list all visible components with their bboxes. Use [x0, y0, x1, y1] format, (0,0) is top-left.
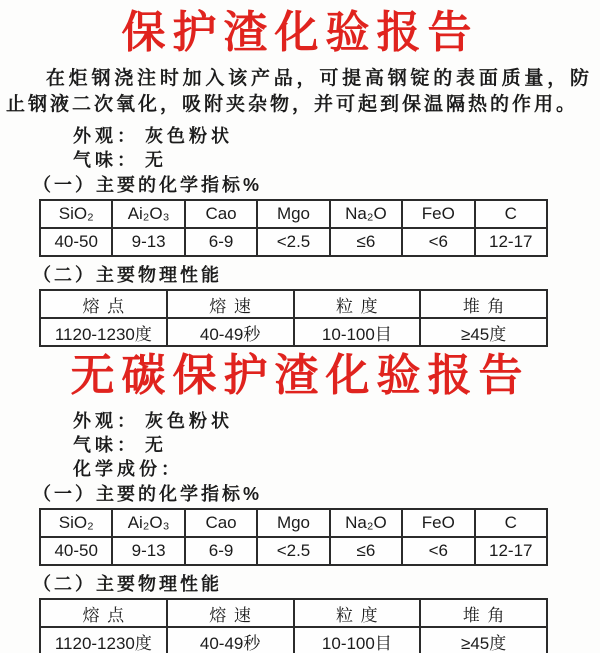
chem-value-cell: <6: [402, 537, 474, 565]
phys-header-cell: 熔速: [167, 599, 294, 627]
property-label: 外观：: [73, 411, 139, 431]
report-section-2: [0, 351, 600, 653]
intro-paragraph: 在炬钢浇注时加入该产品，可提高钢锭的表面质量，防止钢液二次氧化，吸附夹杂物，并可起到保温隔热的作用。: [6, 68, 592, 115]
physical-properties-heading: （二）主要物理性能: [33, 574, 222, 594]
chemical-indicators-table: [39, 508, 548, 566]
table-header-row: [40, 599, 547, 627]
chemical-composition-line: [73, 457, 600, 481]
chem-value-cell: 6-9: [185, 228, 257, 256]
property-label: 化学成份：: [73, 459, 183, 479]
chem-value-cell: 12-17: [475, 537, 547, 565]
property-value: 无: [145, 435, 167, 455]
table-value-row: [40, 537, 547, 565]
chem-header-cell: Cao: [185, 200, 257, 228]
phys-header-cell: 熔点: [40, 290, 167, 318]
chem-header-cell: FeO: [402, 509, 474, 537]
phys-value-cell: 10-100目: [294, 627, 421, 653]
report-section-1: [0, 8, 600, 347]
physical-properties-table: [39, 289, 548, 347]
chem-header-cell: FeO: [402, 200, 474, 228]
physical-properties-table: [39, 598, 548, 653]
phys-header-cell: 堆角: [420, 290, 547, 318]
chem-header-cell: Na₂O: [330, 509, 402, 537]
appearance-line: [73, 409, 600, 433]
phys-value-cell: 1120-1230度: [40, 627, 167, 653]
chemical-indicators-table: [39, 199, 548, 257]
phys-value-cell: ≥45度: [420, 627, 547, 653]
chem-value-cell: 9-13: [112, 228, 184, 256]
physical-properties-heading: （二）主要物理性能: [33, 265, 222, 285]
phys-header-cell: 熔速: [167, 290, 294, 318]
chem-value-cell: ≤6: [330, 537, 402, 565]
phys-value-cell: 1120-1230度: [40, 318, 167, 346]
chem-value-cell: <6: [402, 228, 474, 256]
chemical-indicators-heading: （一）主要的化学指标%: [33, 175, 263, 195]
property-value: 灰色粉状: [145, 411, 233, 431]
chem-header-cell: Ai₂O₃: [112, 200, 184, 228]
chem-header-cell: SiO₂: [40, 200, 112, 228]
table-header-row: [40, 200, 547, 228]
chem-header-cell: Cao: [185, 509, 257, 537]
chem-header-cell: C: [475, 200, 547, 228]
chem-value-cell: ≤6: [330, 228, 402, 256]
appearance-line: [73, 124, 600, 148]
chem-value-cell: 40-50: [40, 537, 112, 565]
chemical-indicators-heading: （一）主要的化学指标%: [33, 484, 263, 504]
chem-value-cell: 12-17: [475, 228, 547, 256]
phys-header-cell: 粒度: [294, 290, 421, 318]
phys-value-cell: ≥45度: [420, 318, 547, 346]
property-label: 气味：: [73, 435, 139, 455]
phys-value-cell: 40-49秒: [167, 627, 294, 653]
chem-header-cell: C: [475, 509, 547, 537]
chem-value-cell: <2.5: [257, 537, 329, 565]
phys-value-cell: 10-100目: [294, 318, 421, 346]
phys-header-cell: 粒度: [294, 599, 421, 627]
table-header-row: [40, 290, 547, 318]
chem-header-cell: Ai₂O₃: [112, 509, 184, 537]
chem-value-cell: 40-50: [40, 228, 112, 256]
chem-header-cell: SiO₂: [40, 509, 112, 537]
phys-header-cell: 熔点: [40, 599, 167, 627]
table-value-row: [40, 318, 547, 346]
phys-header-cell: 堆角: [420, 599, 547, 627]
odor-line: [73, 433, 600, 457]
phys-value-cell: 40-49秒: [167, 318, 294, 346]
chem-value-cell: <2.5: [257, 228, 329, 256]
chem-header-cell: Mgo: [257, 200, 329, 228]
table-value-row: [40, 627, 547, 653]
table-value-row: [40, 228, 547, 256]
property-value: 灰色粉状: [145, 126, 233, 146]
chem-header-cell: Na₂O: [330, 200, 402, 228]
chem-header-cell: Mgo: [257, 509, 329, 537]
chem-value-cell: 9-13: [112, 537, 184, 565]
table-header-row: [40, 509, 547, 537]
chem-value-cell: 6-9: [185, 537, 257, 565]
odor-line: [73, 148, 600, 172]
report-title: 保护渣化验报告: [121, 8, 479, 57]
property-label: 外观：: [73, 126, 139, 146]
report-title: 无碳保护渣化验报告: [70, 351, 530, 400]
property-label: 气味：: [73, 150, 139, 170]
property-value: 无: [145, 150, 167, 170]
